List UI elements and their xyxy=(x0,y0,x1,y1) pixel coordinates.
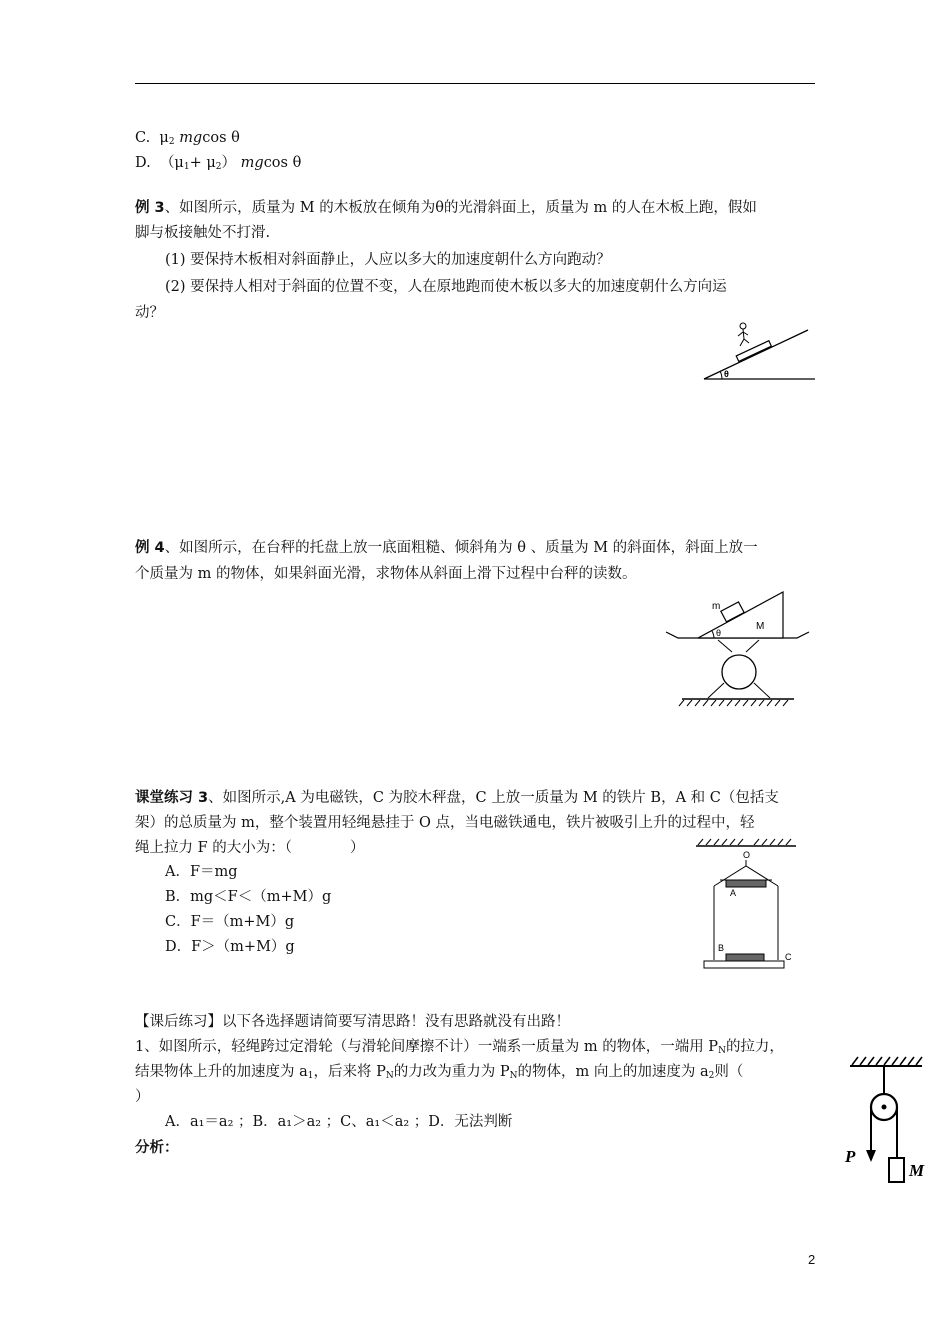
ex4-line1: 例 4、如图所示，在台秤的托盘上放一底面粗糙、倾斜角为 θ 、质量为 M 的斜面体，斜面上放一 xyxy=(135,540,758,556)
ex4-M-label: M xyxy=(756,621,765,632)
pulley-m-label: M xyxy=(909,1161,925,1180)
ex3-line2: 脚与板接触处不打滑. xyxy=(135,225,271,241)
practice3-line3: 绳上拉力 F 的大小为：（ ） xyxy=(135,840,365,856)
pulley-p-label: P xyxy=(845,1147,856,1166)
ex4-theta-label: θ xyxy=(716,628,722,638)
ex3-line1: 例 3、如图所示，质量为 M 的木板放在倾角为θ的光滑斜面上，质量为 m 的人在木板上跑，假如 xyxy=(135,200,757,216)
ex3-q2-cont: 动？ xyxy=(135,305,164,321)
homework-q1-line3: ） xyxy=(135,1089,150,1105)
practice3-option-b: B．mg＜F＜（m+M）g xyxy=(165,889,332,905)
option-c: C. $\mu_2$ mgcos θ xyxy=(135,130,240,147)
homework-title: 【课后练习】以下各选择题请简要写清思路！没有思路就没有出路！ xyxy=(135,1014,570,1030)
practice3-line2: 架）的总质量为 m，整个装置用轻绳悬挂于 O 点，当电磁铁通电，铁片被吸引上升的过程中，轻 xyxy=(135,815,755,831)
ex3-q1: (1) 要保持木板相对斜面静止，人应以多大的加速度朝什么方向跑动？ xyxy=(165,252,611,268)
homework-q1-line2: 结果物体上升的加速度为 $a_1$，后来将 $P_N$的力改为重力为 $P_N$的物体，m 向上的加速度为 $a_2$则（ xyxy=(135,1064,744,1081)
electromagnet-figure xyxy=(690,836,800,974)
pulley-figure xyxy=(838,1052,938,1192)
fig-label-a: A xyxy=(730,888,737,898)
header-rule xyxy=(135,83,815,84)
fig-label-o: O xyxy=(743,850,751,860)
ex4-line2: 个质量为 m 的物体，如果斜面光滑，求物体从斜面上滑下过程中台秤的读数。 xyxy=(135,566,637,582)
ex4-m-label: m xyxy=(712,601,721,612)
fig-label-b: B xyxy=(718,943,725,953)
homework-analysis-label: 分析： xyxy=(135,1140,179,1156)
practice3-option-d: D．F＞（m+M）g xyxy=(165,939,295,955)
option-d: D. $(\mu_1+ \mu_2)$ mgcos θ xyxy=(135,155,302,172)
homework-q1-line1: 1、如图所示，轻绳跨过定滑轮（与滑轮间摩擦不计）一端系一质量为 m 的物体，一端用 $P_N$的拉力， xyxy=(135,1039,784,1056)
practice3-option-a: A．F＝mg xyxy=(165,864,238,880)
practice3-option-c: C．F＝（m+M）g xyxy=(165,914,295,930)
incline-runner-figure xyxy=(700,318,820,384)
page-number: 2 xyxy=(808,1252,816,1267)
ex3-q2: (2) 要保持人相对于斜面的位置不变，人在原地跑而使木板以多大的加速度朝什么方向运 xyxy=(165,279,727,295)
fig-label-c: C xyxy=(785,952,792,962)
scale-wedge-figure xyxy=(660,588,815,712)
homework-q1-choices: A．a₁＝a₂ ；B．a₁＞a₂ ；C、a₁＜a₂ ；D．无法判断 xyxy=(165,1114,513,1130)
ex3-theta-label: θ xyxy=(724,369,729,379)
practice3-line1: 课堂练习 3、如图所示,A 为电磁铁，C 为胶木秤盘，C 上放一质量为 M 的铁片 B，A 和 C（包括支 xyxy=(135,790,779,806)
